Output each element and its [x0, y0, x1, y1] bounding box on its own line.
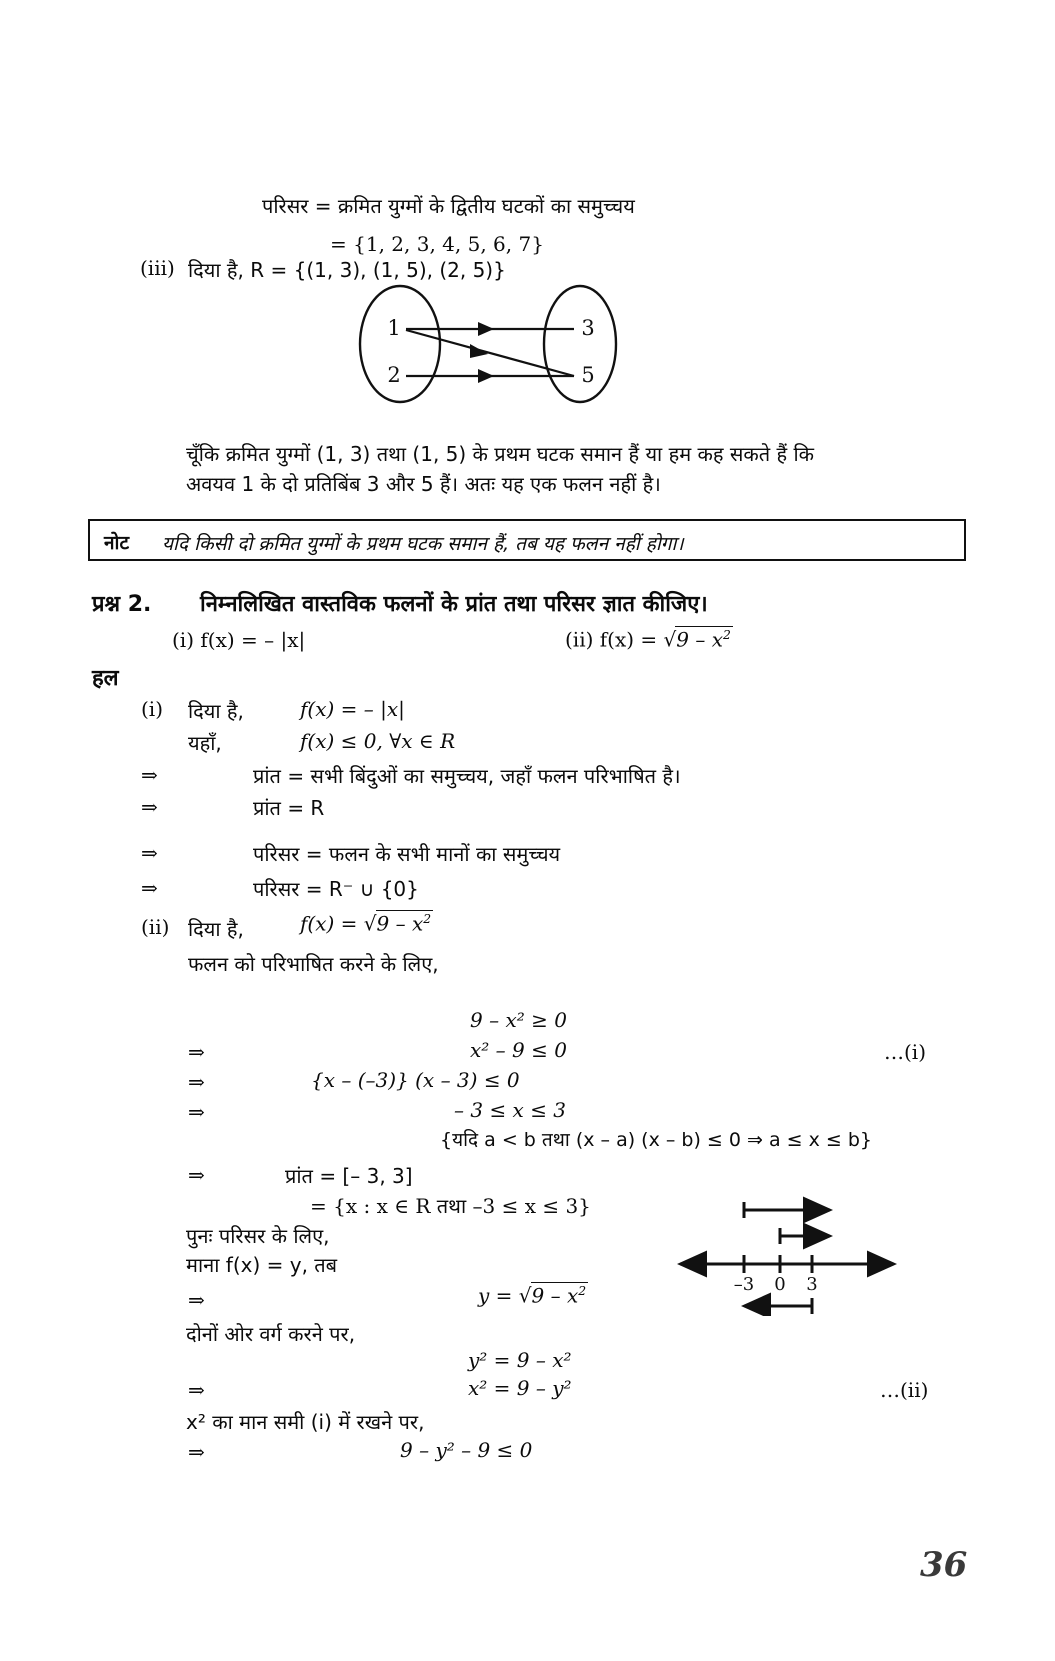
- solution-ii-domain-line: प्रांत = [– 3, 3]: [285, 1164, 413, 1188]
- solution-ii-eq5-prefix: y =: [478, 1283, 519, 1308]
- range-set-line: = {1, 2, 3, 4, 5, 6, 7}: [330, 232, 544, 256]
- solution-ii-ref-2: …(ii): [880, 1378, 929, 1402]
- solution-heading: हल: [92, 666, 119, 691]
- item-iii-label: (iii): [140, 256, 175, 280]
- solution-ii-square-text: दोनों ओर वर्ग करने पर,: [186, 1322, 356, 1346]
- solution-ii-given-prefix: f(x) =: [300, 911, 364, 936]
- solution-ii-number: (ii): [141, 915, 170, 939]
- solution-ii-define-text: फलन को परिभाषित करने के लिए,: [188, 952, 439, 976]
- solution-ii-bracket-note: {यदि a < b तथा (x – a) (x – b) ≤ 0 ⇒ a ≤ x ≤ b}: [440, 1129, 872, 1151]
- solution-ii-given-label: दिया है,: [188, 917, 244, 941]
- solution-ii-arrow-4: ⇒: [188, 1100, 205, 1124]
- element-5-label: 5: [581, 363, 595, 387]
- solution-i-given-label: दिया है,: [188, 699, 244, 723]
- solution-i-arrow-2: ⇒: [141, 795, 158, 819]
- tick-label-three: 3: [806, 1274, 818, 1295]
- explanation-line-1: चूँकि क्रमित युग्मों (1, 3) तथा (1, 5) के प्रथम घटक समान हैं या हम कह सकते हैं कि: [186, 442, 815, 466]
- solution-ii-arrow-5: ⇒: [188, 1163, 205, 1187]
- tick-label-zero: 0: [774, 1274, 786, 1295]
- solution-ii-ref-1: …(i): [884, 1040, 927, 1064]
- codomain-ellipse: [544, 286, 616, 402]
- arrow-1-to-5: [406, 330, 574, 376]
- arrowhead-1-to-3: [478, 322, 494, 336]
- solution-i-step-1: प्रांत = सभी बिंदुओं का समुच्चय, जहाँ फलन परिभाषित है।: [253, 764, 681, 788]
- solution-ii-assume-text: माना f(x) = y, तब: [186, 1253, 338, 1277]
- solution-i-step-2: प्रांत = R: [253, 796, 325, 820]
- solution-ii-eq8: 9 – y² – 9 ≤ 0: [400, 1438, 533, 1462]
- solution-ii-arrow-3: ⇒: [188, 1070, 205, 1094]
- solution-ii-arrow-2: ⇒: [188, 1040, 205, 1064]
- solution-ii-eq4: – 3 ≤ x ≤ 3: [454, 1098, 567, 1122]
- question-2-part-ii: [565, 626, 733, 652]
- solution-ii-domain-set: = {x : x ∈ R तथा –3 ≤ x ≤ 3}: [310, 1194, 591, 1218]
- mapping-diagram-svg: [352, 282, 624, 406]
- solution-i-number: (i): [141, 697, 164, 721]
- mapping-diagram: [352, 282, 624, 406]
- element-3-label: 3: [581, 316, 595, 340]
- solution-ii-substitute-text: x² का मान समी (i) में रखने पर,: [186, 1410, 425, 1434]
- solution-ii-eq5-radicand: 9 – x: [531, 1283, 579, 1308]
- arrowhead-2-to-5: [478, 369, 494, 383]
- solution-ii-eq6: y² = 9 – x²: [468, 1348, 572, 1372]
- note-label: नोट: [104, 532, 130, 554]
- note-box: [88, 519, 966, 561]
- solution-i-arrow-4: ⇒: [141, 876, 158, 900]
- number-line-diagram: [672, 1196, 902, 1316]
- item-iii-text: दिया है, R = {(1, 3), (1, 5), (2, 5)}: [188, 258, 506, 282]
- solution-i-arrow-3: ⇒: [141, 841, 158, 865]
- question-2-part-i: (i) f(x) = – |x|: [172, 628, 306, 652]
- solution-ii-eq5-exponent: 2: [578, 1283, 587, 1298]
- note-text: यदि किसी दो क्रमित युग्मों के प्रथम घटक समान हैं, तब यह फलन नहीं होगा।: [162, 533, 684, 555]
- tick-label-minus3: –3: [733, 1274, 755, 1295]
- question-2-text: निम्नलिखित वास्तविक फलनों के प्रांत तथा परिसर ज्ञात कीजिए।: [200, 592, 708, 617]
- element-2-label: 2: [387, 363, 401, 387]
- solution-i-here-label: यहाँ,: [188, 731, 222, 755]
- solution-i-arrow-1: ⇒: [141, 763, 158, 787]
- solution-ii-given-expr: [300, 910, 433, 936]
- part-ii-prefix: (ii) f(x) =: [565, 627, 664, 652]
- sqrt-symbol-3: $√9 - x^2$: [518, 1283, 587, 1308]
- solution-ii-again-text: पुनः परिसर के लिए,: [186, 1224, 330, 1248]
- explanation-line-2: अवयव 1 के दो प्रतिबिंब 3 और 5 हैं। अतः यह एक फलन नहीं है।: [186, 472, 661, 496]
- solution-ii-eq5: [478, 1282, 588, 1308]
- solution-i-here-expr: f(x) ≤ 0, ∀x ∈ R: [300, 729, 456, 753]
- solution-i-step-3: परिसर = फलन के सभी मानों का समुच्चय: [253, 842, 561, 866]
- solution-i-step-4: परिसर = R⁻ ∪ {0}: [253, 877, 419, 901]
- solution-ii-eq2: x² – 9 ≤ 0: [470, 1038, 567, 1062]
- page-number: 36: [920, 1545, 968, 1585]
- number-line-svg: [672, 1196, 902, 1316]
- solution-ii-exponent: 2: [423, 911, 432, 926]
- solution-ii-radicand: 9 – x: [376, 911, 424, 936]
- solution-ii-eq3: {x – (–3)} (x – 3) ≤ 0: [311, 1068, 520, 1092]
- solution-ii-arrow-8: ⇒: [188, 1440, 205, 1464]
- solution-ii-arrow-6: ⇒: [188, 1288, 205, 1312]
- solution-ii-eq1: 9 – x² ≥ 0: [470, 1008, 567, 1032]
- solution-ii-eq7: x² = 9 – y²: [468, 1376, 572, 1400]
- part-ii-exponent: 2: [722, 627, 731, 642]
- range-definition-line: परिसर = क्रमित युग्मों के द्वितीय घटकों का समुच्चय: [262, 194, 635, 218]
- question-2-label: प्रश्न 2.: [92, 592, 152, 617]
- solution-i-given-expr: f(x) = – |x|: [300, 697, 405, 721]
- solution-ii-arrow-7: ⇒: [188, 1378, 205, 1402]
- sqrt-symbol: $√9 - x^2$: [663, 627, 731, 652]
- part-ii-radicand: 9 – x: [676, 627, 723, 652]
- element-1-label: 1: [387, 316, 401, 340]
- sqrt-symbol-2: $√9 - x^2$: [363, 911, 432, 936]
